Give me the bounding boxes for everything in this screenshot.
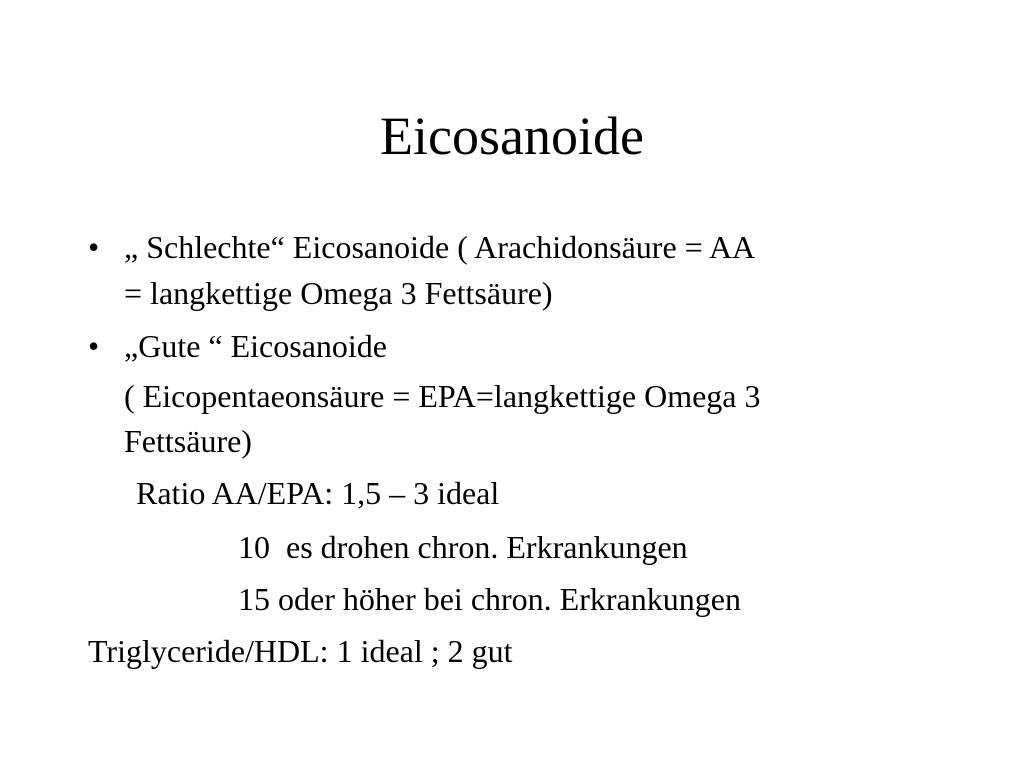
bullet-icon: •	[88, 229, 100, 265]
text-line-6: Ratio AA/EPA: 1,5 – 3 ideal	[136, 475, 500, 511]
slide-title: Eicosanoide	[380, 106, 644, 166]
text-line-5: Fettsäure)	[124, 423, 252, 459]
text-line-2: = langkettige Omega 3 Fettsäure)	[124, 275, 553, 311]
text-line-3: „Gute “ Eicosanoide	[124, 328, 387, 364]
text-line-9: Triglyceride/HDL: 1 ideal ; 2 gut	[88, 633, 513, 669]
bullet-icon: •	[88, 328, 100, 364]
text-line-7: 10 es drohen chron. Erkrankungen	[238, 529, 688, 565]
text-line-8: 15 oder höher bei chron. Erkrankungen	[238, 581, 741, 617]
text-line-4: ( Eicopentaeonsäure = EPA=langkettige Omega 3	[124, 378, 761, 414]
text-line-1: „ Schlechte“ Eicosanoide ( Arachidonsäure = AA	[124, 229, 756, 265]
